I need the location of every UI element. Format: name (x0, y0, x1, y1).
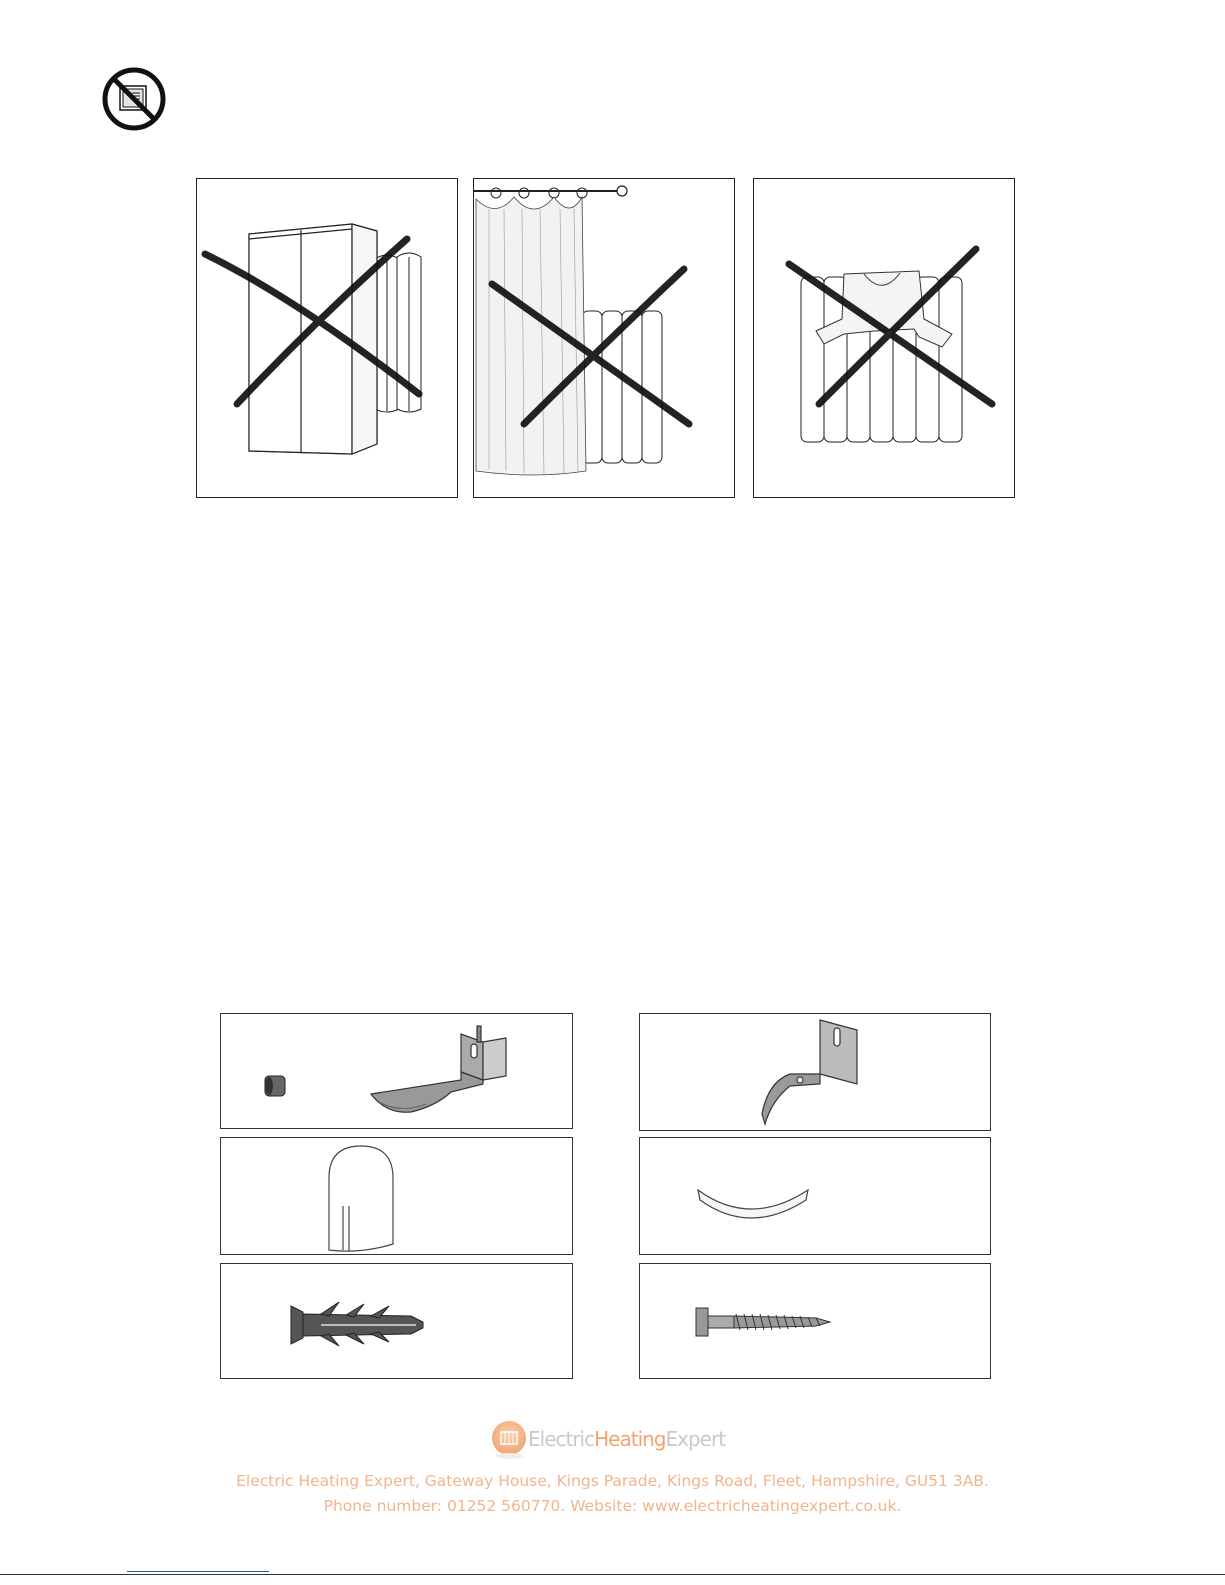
logo-part-2: Heating (594, 1427, 666, 1451)
logo-part-1: Electric (528, 1427, 595, 1451)
logo-wordmark (528, 1427, 725, 1451)
bottom-bracket-icon (371, 1026, 506, 1112)
footer-contact: Phone number: 01252 560770. Website: www.electricheatingexpert.co.uk. (323, 1497, 902, 1515)
warning-panel-clothes (753, 178, 1015, 498)
warning-panel-curtain (473, 178, 735, 498)
part-bracket-cover-cap (220, 1137, 573, 1255)
page-bottom-rule (0, 1574, 1225, 1575)
part-screw (639, 1263, 991, 1379)
curved-clip-icon (698, 1190, 808, 1218)
cover-cap-icon (329, 1146, 393, 1251)
warning-panel-wardrobe (196, 178, 458, 498)
company-logo (490, 1420, 730, 1460)
footer-link-underline[interactable] (127, 1571, 269, 1572)
part-top-bracket (639, 1013, 991, 1131)
footer-address: Electric Heating Expert, Gateway House, Kings Parade, Kings Road, Fleet, Hampshire, GU51 3AB. (236, 1472, 989, 1490)
part-spacer-and-bottom-bracket (220, 1013, 573, 1129)
spacer-icon (265, 1076, 285, 1096)
part-curved-clip (639, 1137, 991, 1255)
wall-plug-icon (291, 1302, 423, 1346)
top-bracket-icon (762, 1020, 857, 1124)
part-wall-plug (220, 1263, 573, 1379)
logo-badge-icon (490, 1420, 530, 1460)
logo-part-3: Expert (665, 1427, 726, 1451)
no-covering-icon (101, 66, 167, 132)
